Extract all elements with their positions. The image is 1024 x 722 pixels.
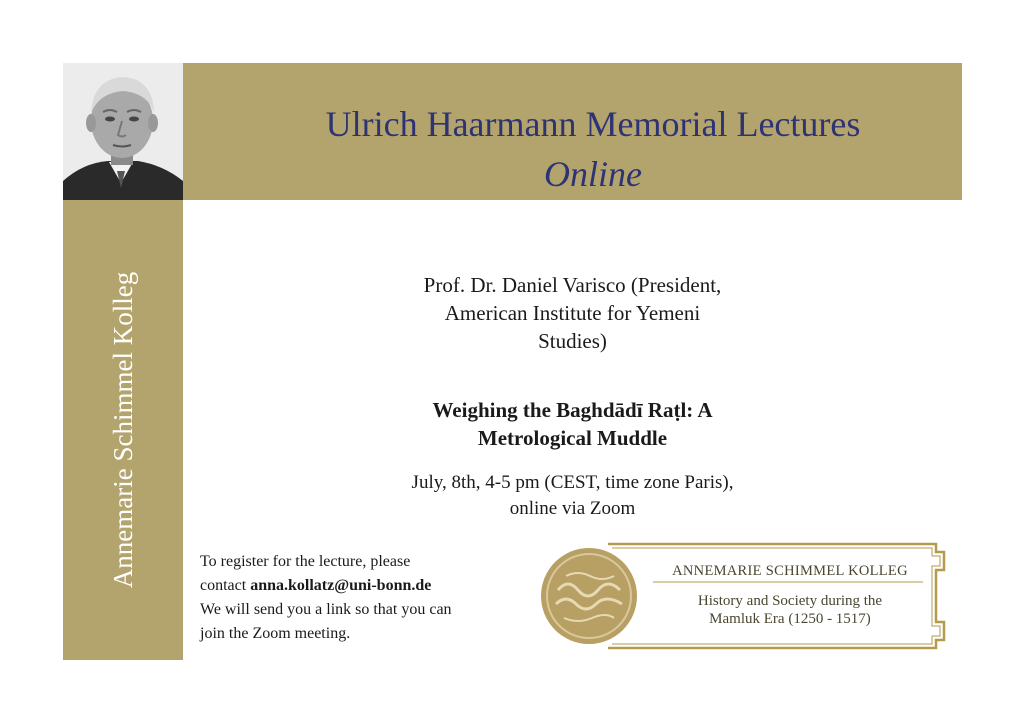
speaker-block	[360, 271, 785, 355]
lecture-title	[360, 396, 785, 452]
register-line-1: To register for the lecture, please	[200, 553, 411, 570]
register-line-3: We will send you a link so that you can	[200, 601, 452, 618]
lecture-date	[360, 470, 785, 522]
portrait-illustration	[63, 63, 183, 200]
date-line-2: online via Zoom	[509, 498, 636, 519]
speaker-portrait	[63, 63, 183, 200]
lecture-title-line-2: Metrological Muddle	[477, 426, 668, 450]
logo-tagline-line-2: Mamluk Era (1250 - 1517)	[709, 611, 871, 627]
contact-prefix: contact	[200, 577, 251, 594]
register-line-2	[200, 574, 520, 598]
logo-tagline	[640, 592, 940, 628]
date-line-1: July, 8th, 4-5 pm (CEST, time zone Paris),	[411, 472, 734, 493]
contact-email-link[interactable]: anna.kollatz@uni-bonn.de	[250, 577, 432, 594]
lecture-title-line-1: Weighing the Baghdādī Raṭl: A	[432, 398, 713, 422]
registration-info	[200, 550, 520, 646]
speaker-line-3: Studies)	[538, 329, 607, 353]
speaker-line-2: American Institute for Yemeni	[444, 301, 701, 325]
register-line-4: join the Zoom meeting.	[200, 625, 351, 642]
page-subtitle: Online	[544, 154, 642, 194]
page-title: Ulrich Haarmann Memorial Lectures	[325, 104, 861, 144]
sidebar-label: Annemarie Schimmel Kolleg	[108, 271, 138, 589]
speaker-line-1: Prof. Dr. Daniel Varisco (President,	[423, 273, 722, 297]
logo-name: ANNEMARIE SCHIMMEL KOLLEG	[672, 563, 908, 579]
logo-tagline-line-1: History and Society during the	[697, 593, 883, 609]
